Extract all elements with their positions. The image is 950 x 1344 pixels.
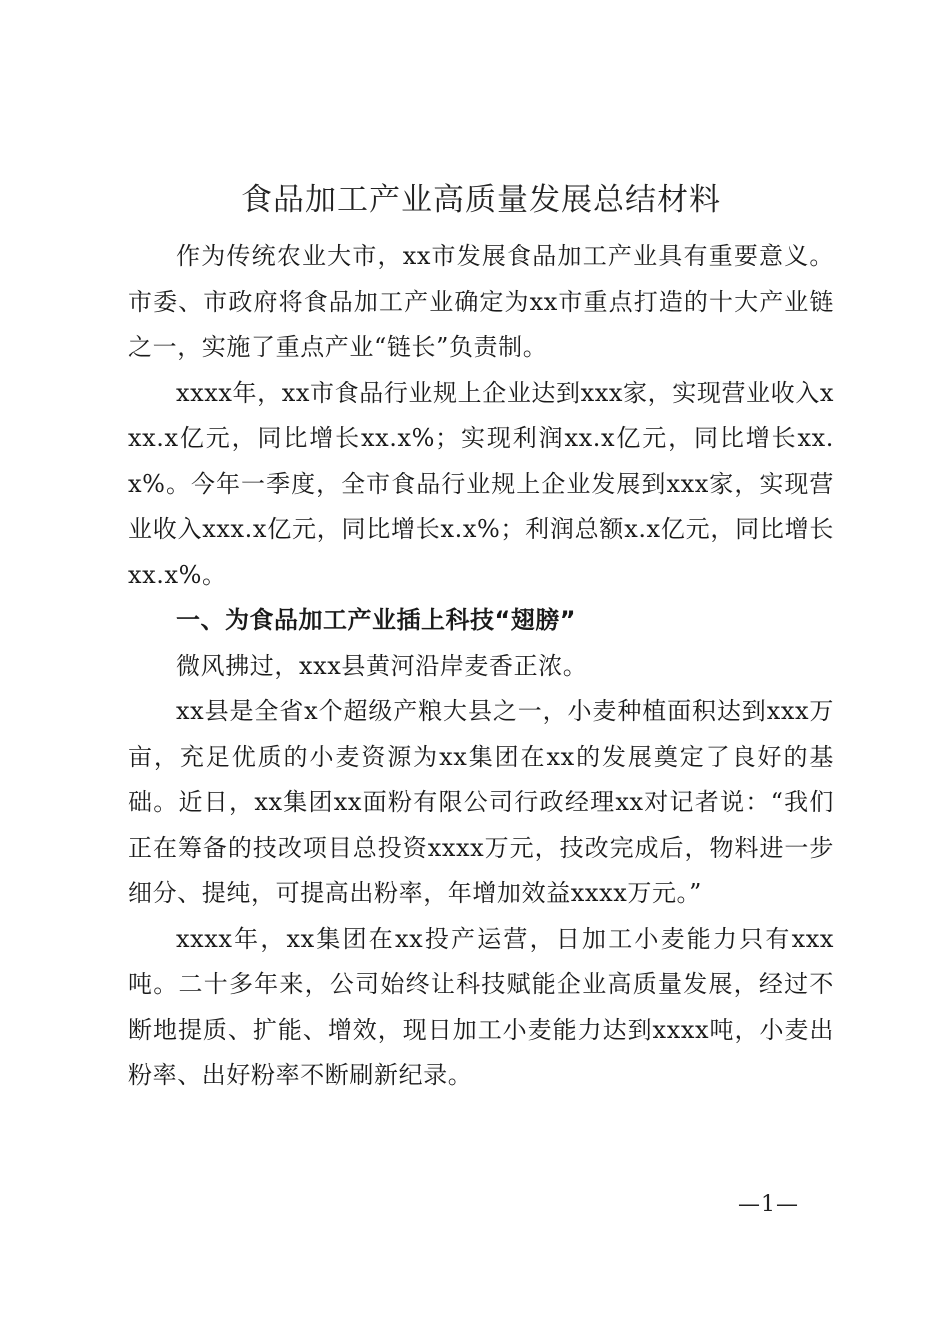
section-heading: 一、为食品加工产业插上科技“翅膀”	[176, 606, 577, 634]
paragraph-section-2: xx县是全省x个超级产粮大县之一，小麦种植面积达到xxx万亩，充足优质的小麦资源为xx集团在xx的发展奠定了良好的基础。近日，xx集团xx面粉有限公司行政经理xx对记者说：“我们正在筹备的技改项目总投资xxxx万元，技改完成后，物料进一步细分、提纯，可提高出粉率，年增加效益xxxx万元。”	[128, 697, 834, 907]
page-number: —1—	[738, 1192, 799, 1217]
paragraph-statistics: xxxx年，xx市食品行业规上企业达到xxx家，实现营业收入xxx.x亿元，同比增长xx.x%；实现利润xx.x亿元，同比增长xx.x%。今年一季度，全市食品行业规上企业发展到xxx家，实现营业收入xxx.x亿元，同比增长x.x%；利润总额x.x亿元，同比增长xx.x%。	[128, 378, 834, 589]
document-body	[128, 172, 834, 1099]
paragraph-intro: 作为传统农业大市，xx市发展食品加工产业具有重要意义。市委、市政府将食品加工产业确定为xx市重点打造的十大产业链之一，实施了重点产业“链长”负责制。	[128, 242, 834, 361]
paragraph-section-3: xxxx年，xx集团在xx投产运营，日加工小麦能力只有xxx吨。二十多年来，公司始终让科技赋能企业高质量发展，经过不断地提质、扩能、增效，现日加工小麦能力达到xxxx吨，小麦出粉率、出好粉率不断刷新纪录。	[128, 924, 834, 1089]
paragraph-section-1: 微风拂过，xxx县黄河沿岸麦香正浓。	[176, 651, 588, 680]
document-title: 食品加工产业高质量发展总结材料	[241, 182, 721, 218]
